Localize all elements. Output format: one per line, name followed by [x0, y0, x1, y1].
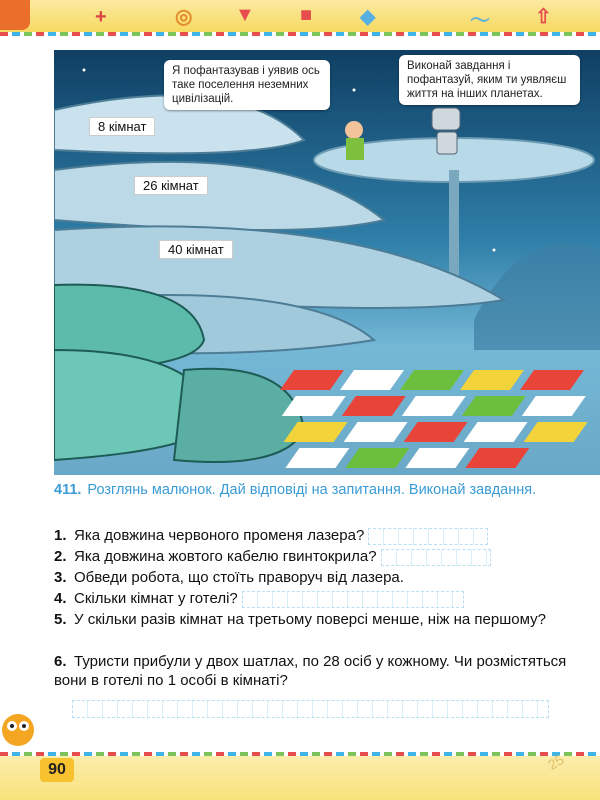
question-4 [54, 589, 574, 608]
bottom-decor-band [0, 752, 600, 800]
page-number: 90 [40, 758, 74, 782]
task-text: Розглянь малюнок. Дай відповіді на запитання. Виконай завдання. [87, 482, 537, 498]
question-6 [54, 652, 574, 690]
question-text: Скільки кімнат у готелі? [74, 590, 238, 607]
answer-field[interactable] [242, 591, 464, 608]
stitch-line [0, 752, 600, 756]
scene-drawing [54, 50, 600, 475]
answer-field[interactable] [72, 700, 549, 718]
room-label-26: 26 кімнат [134, 176, 208, 195]
question-number: 5. [54, 611, 67, 628]
owl-mascot-icon [0, 700, 36, 748]
illustration-scene [54, 50, 600, 475]
decor-shape: 〜 [470, 10, 490, 32]
question-text: У скільки разів кімнат на третьому поверсі менше, ніж на першому? [74, 611, 546, 628]
cat-mascot-icon [0, 0, 30, 30]
decor-shape: ⇧ [535, 6, 552, 28]
decor-shape: ◆ [360, 6, 376, 28]
question-2 [54, 547, 574, 566]
decor-shape: ◎ [175, 6, 193, 28]
question-number: 2. [54, 548, 67, 565]
question-5 [54, 610, 574, 629]
speech-bubble-boy: Я пофантазував і уявив ось таке поселення неземних цивілізацій. [164, 60, 330, 110]
answer-field[interactable] [381, 549, 491, 566]
top-decor-band [0, 0, 600, 36]
question-text: Яка довжина жовтого кабелю гвинтокрила? [74, 548, 377, 565]
task-number: 411. [54, 482, 82, 498]
room-label-8: 8 кімнат [89, 117, 155, 136]
question-3 [54, 568, 574, 587]
question-text: Яка довжина червоного променя лазера? [74, 527, 365, 544]
stitch-line [0, 32, 600, 36]
faint-page-number: 25 [545, 751, 567, 773]
decor-shape: ■ [300, 4, 313, 26]
question-number: 4. [54, 590, 67, 607]
question-number: 1. [54, 527, 67, 544]
answer-field[interactable] [368, 528, 488, 545]
question-text: Туристи прибули у двох шатлах, по 28 осіб у кожному. Чи розмістяться вони в готелі по 1 особі в кімнаті? [54, 653, 567, 689]
decor-shape: ▼ [235, 4, 255, 26]
question-number: 6. [54, 653, 67, 670]
question-text: Обведи робота, що стоїть праворуч від лазера. [74, 569, 404, 586]
room-label-40: 40 кімнат [159, 240, 233, 259]
decor-shape: + [95, 6, 107, 28]
question-number: 3. [54, 569, 67, 586]
task-caption [54, 480, 574, 500]
speech-bubble-robot: Виконай завдання і пофантазуй, яким ти уявляєш життя на інших планетах. [399, 55, 580, 105]
question-1 [54, 526, 574, 545]
